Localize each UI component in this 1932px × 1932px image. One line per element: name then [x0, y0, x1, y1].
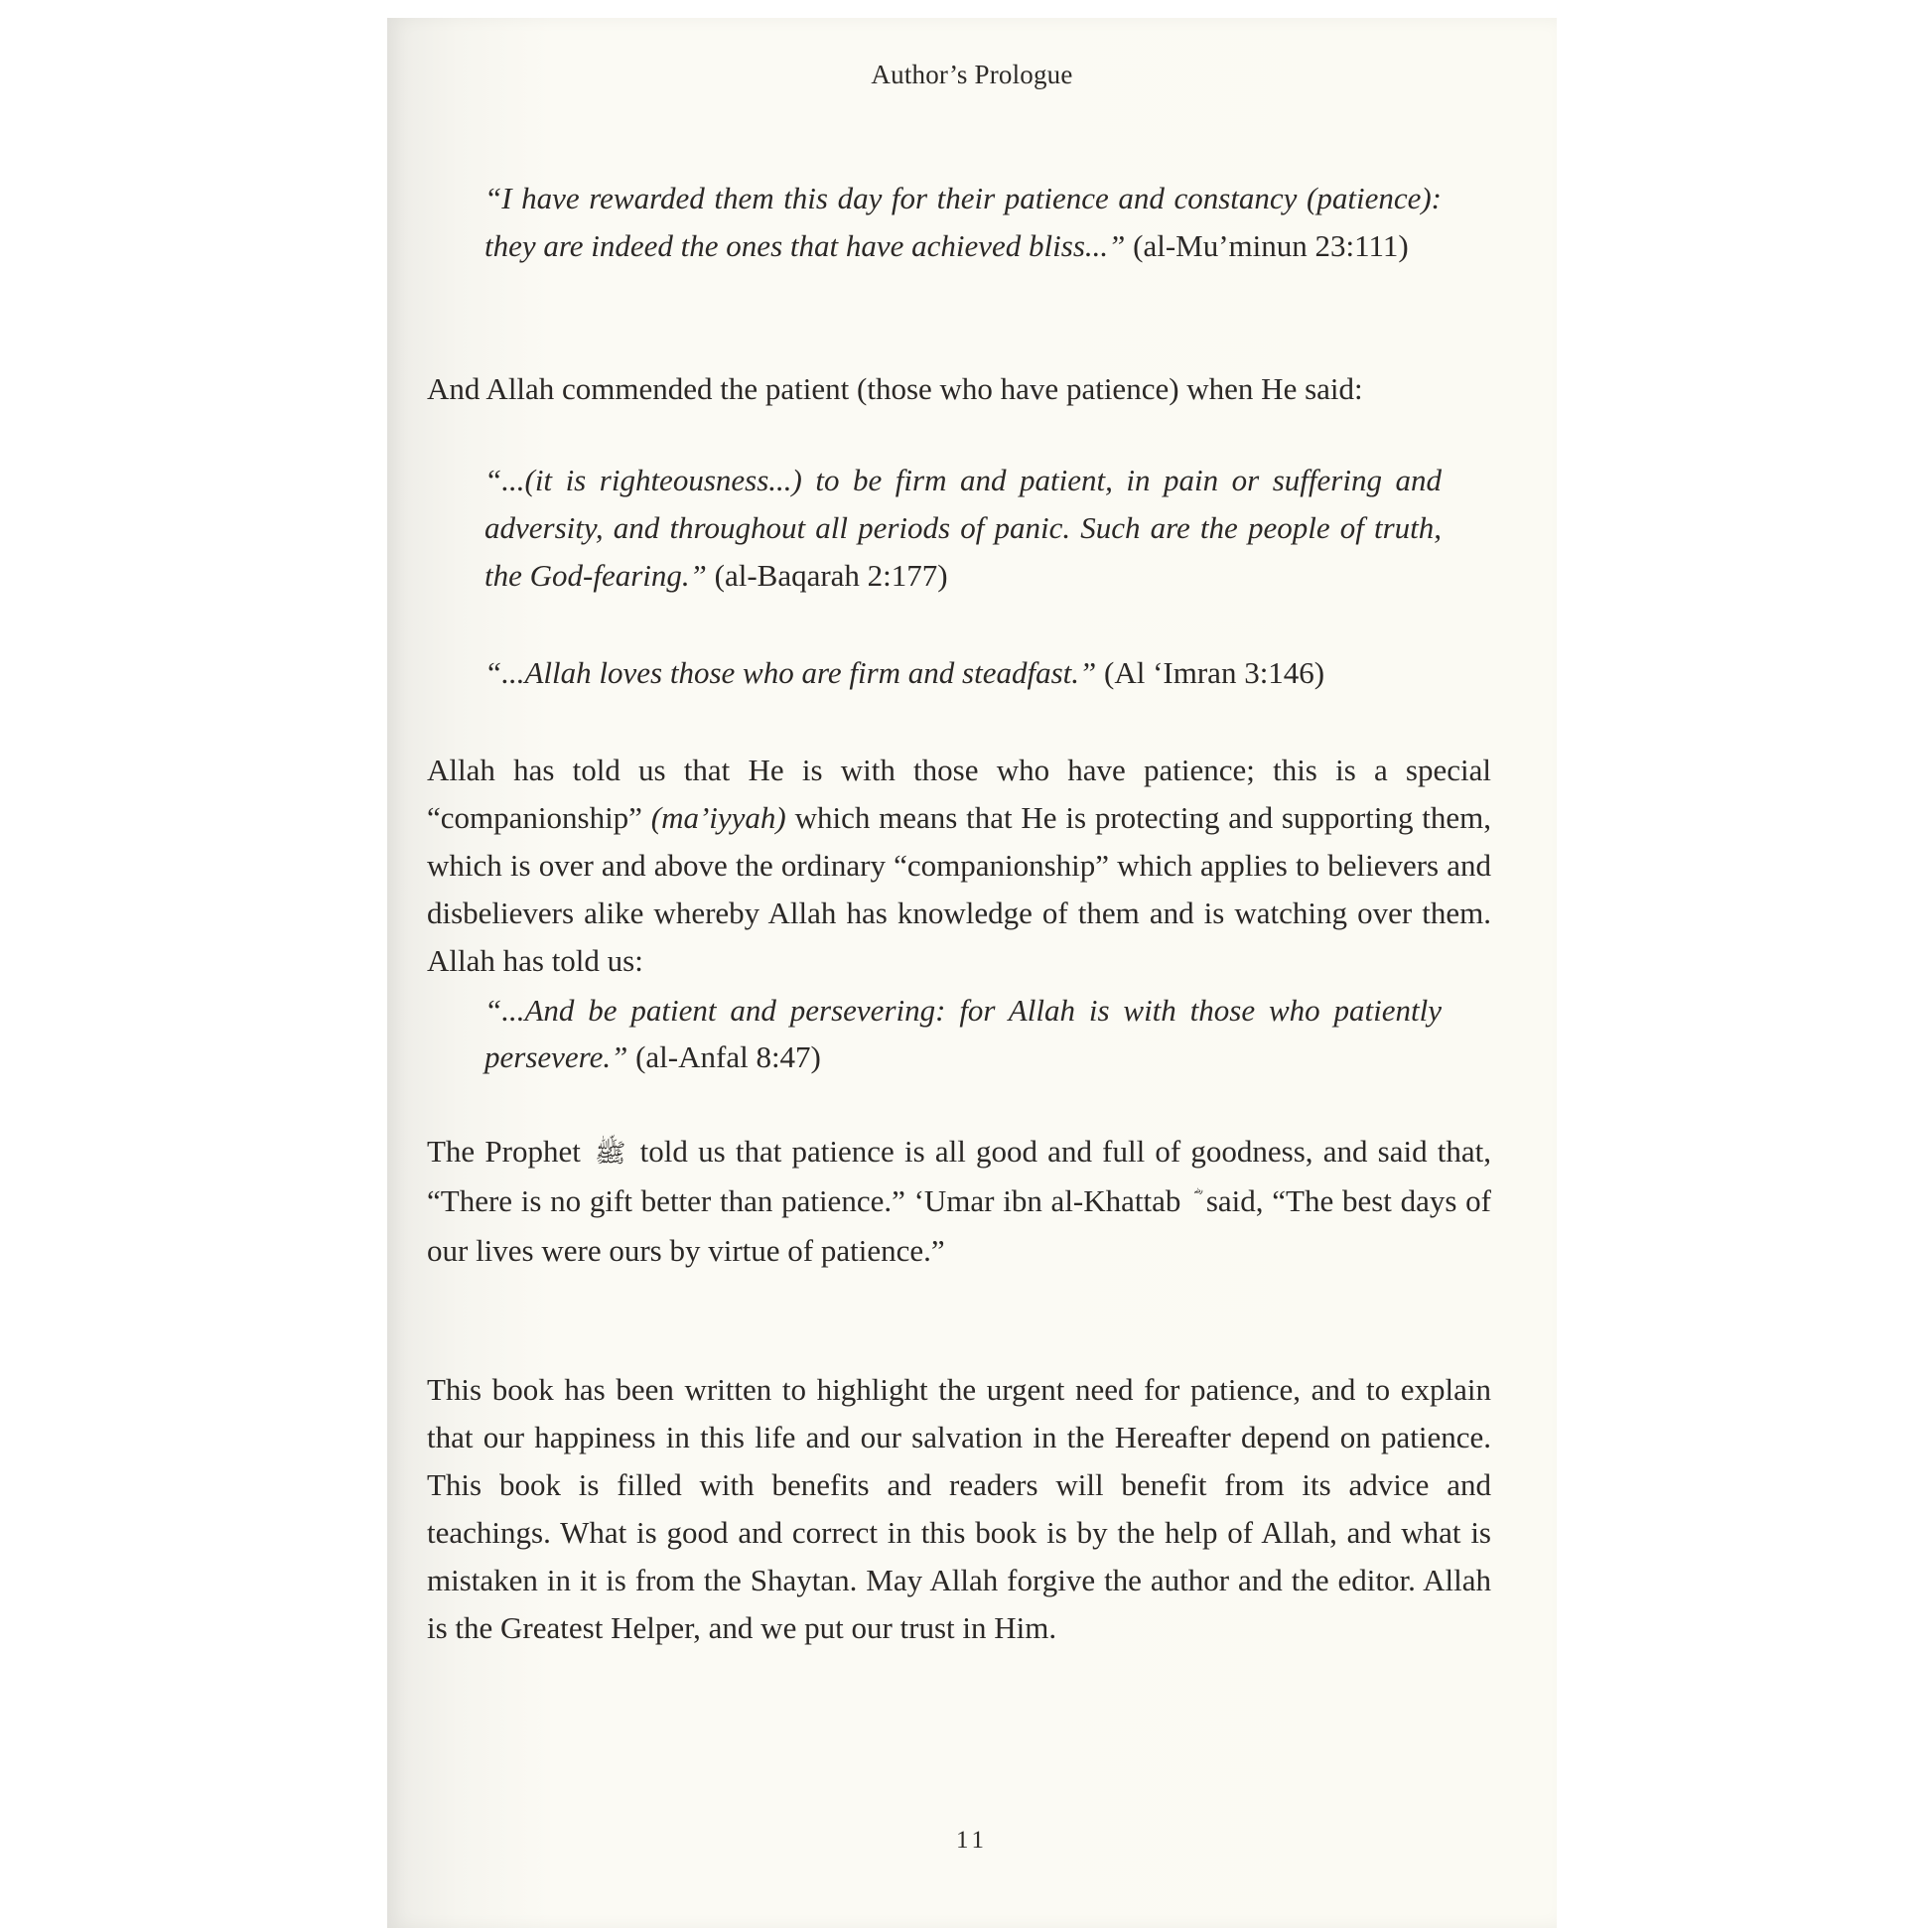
quote-anfal [484, 987, 1442, 1080]
paragraph-prophet [427, 1128, 1491, 1275]
paragraph-companionship [427, 747, 1491, 985]
quote-text: “...(it is righteousness...) to be firm and patient, in pain or suffering and adversity, and throughout all periods of panic. Such are the people of truth, the God-fearing.” [484, 463, 1442, 593]
running-head: Author’s Prologue [871, 60, 1073, 89]
paragraph-commended: And Allah commended the patient (those who have patience) when He said: [427, 371, 1363, 406]
quote-reference: (al-Baqarah 2:177) [714, 558, 948, 593]
quote-text: “...Allah loves those who are firm and steadfast.” [484, 655, 1097, 690]
quote-reference: (al-Anfal 8:47) [635, 1039, 821, 1074]
quote-reference: (Al ‘Imran 3:146) [1104, 655, 1325, 690]
quote-mu-minun [484, 175, 1442, 270]
paragraph-text: which means that He is protecting and supporting them, which is over and above the ordinary “companionship” which applies to believers and disbelievers alike whereby Allah has knowledge of them and is watching over them. Allah has told us: [427, 800, 1492, 978]
quote-baqarah [484, 457, 1442, 600]
paragraph-text: The Prophet [427, 1134, 581, 1169]
page-number: 11 [955, 1827, 989, 1854]
quote-reference: (al-Mu’minun 23:111) [1133, 228, 1409, 263]
arabic-term: (ma’iyyah) [650, 800, 786, 835]
paragraph-text: told us that patience is all good and full of goodness, and said that, “There is no gift better than patience.” ‘Umar ibn al-Khattab [427, 1134, 1492, 1218]
honorific-salawat-icon: ﷺ [595, 1139, 626, 1168]
quote-text: “I have rewarded them this day for their patience and constancy (patience): they are indeed the ones that have achieved bliss...” [484, 181, 1442, 263]
paragraph-text: said, “The best days of our lives were ours by virtue of patience.” [427, 1183, 1491, 1268]
book-page [387, 18, 1557, 1928]
quote-text: “...And be patient and persevering: for Allah is with those who patiently persevere.” [484, 993, 1442, 1074]
paragraph-text: Allah has told us that He is with those who have patience; this is a special “companionship” [427, 753, 1491, 835]
quote-al-imran [484, 649, 1442, 697]
paragraph-book-purpose: This book has been written to highlight the urgent need for patience, and to explain that our happiness in this life and our salvation in the Hereafter depend on patience. This book is filled with benefits and readers will benefit from its advice and teachings. What is good and correct in this book is by the help of Allah, and what is mistaken in it is from the Shaytan. May Allah forgive the author and the editor. Allah is the Greatest Helper, and we put our trust in Him. [427, 1372, 1491, 1645]
